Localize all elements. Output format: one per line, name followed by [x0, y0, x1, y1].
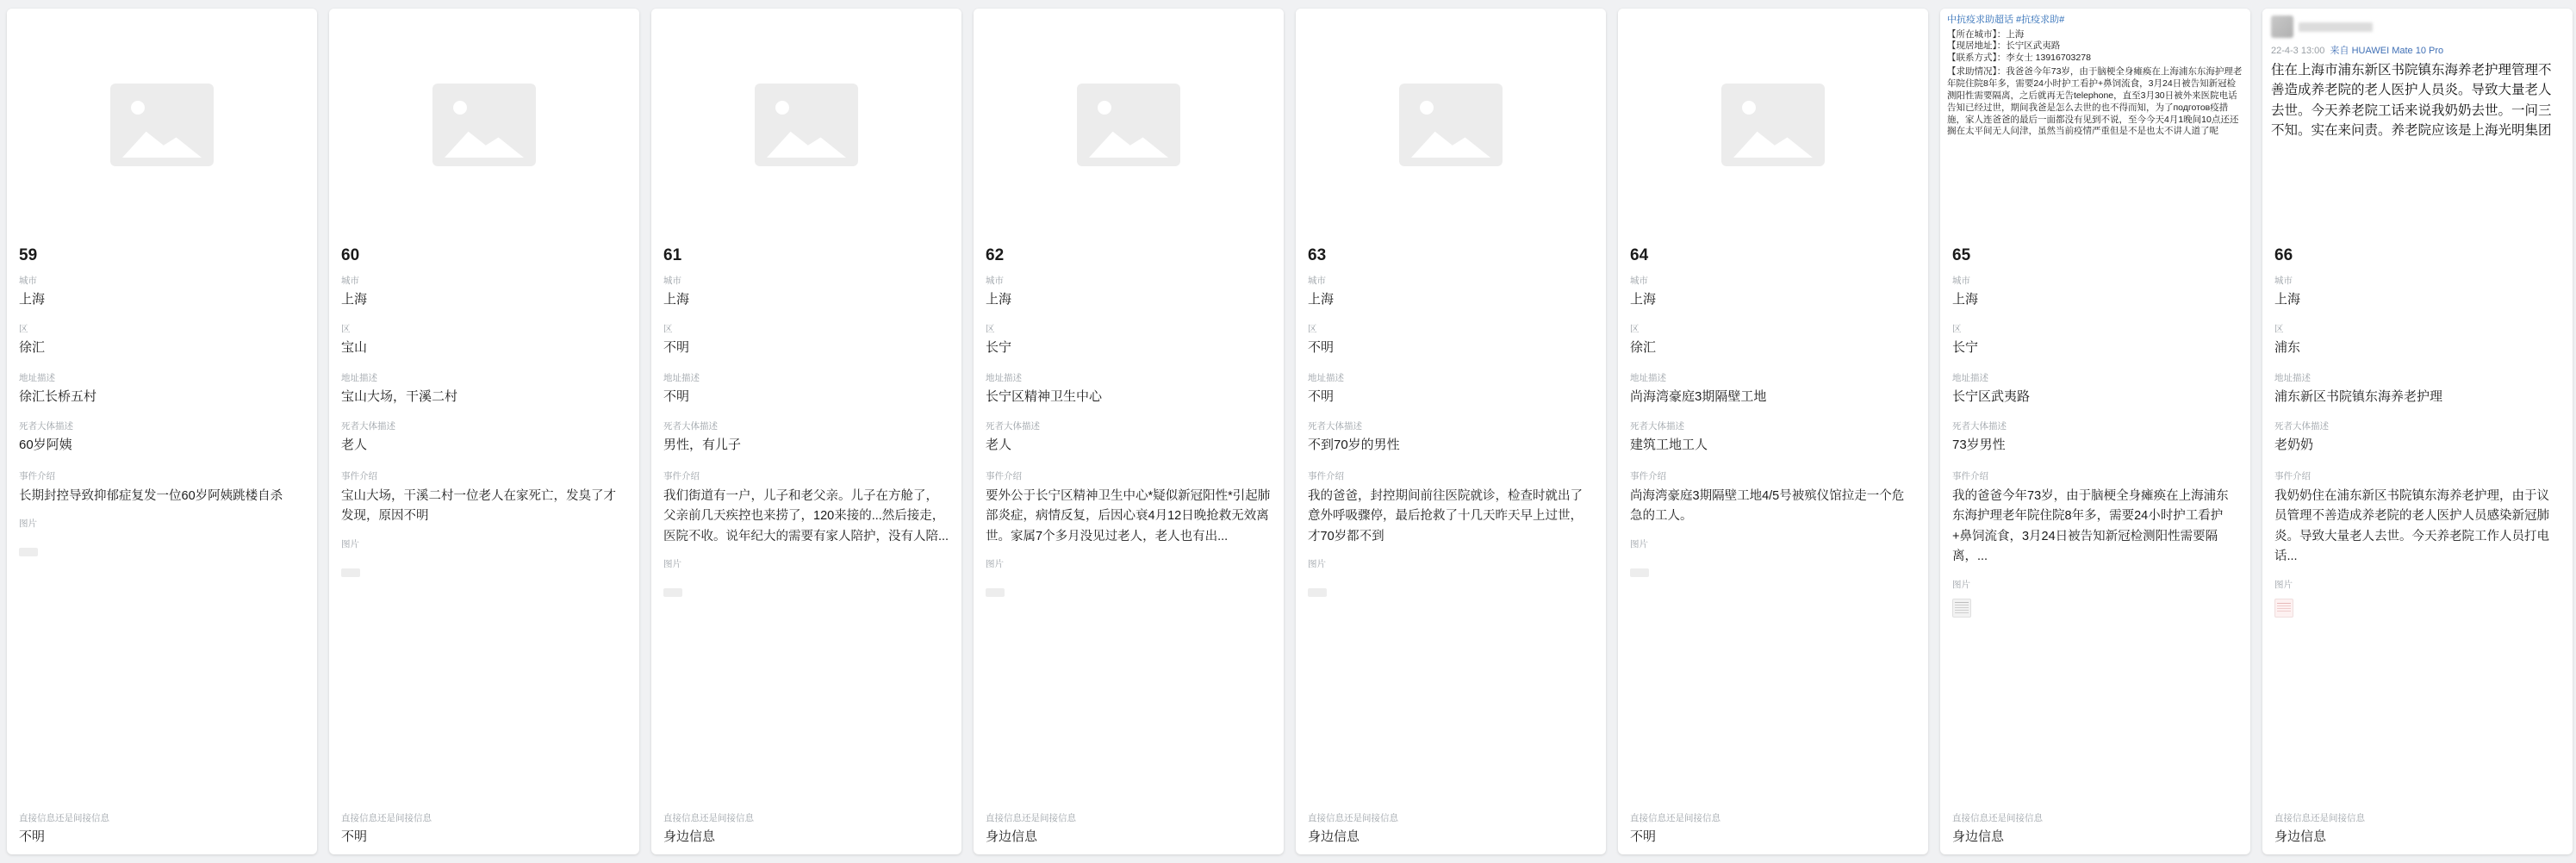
thumbnail-strip[interactable] — [986, 574, 1272, 597]
field-label-event-intro: 事件介绍 — [2274, 471, 2311, 481]
record-card[interactable] — [7, 9, 317, 854]
field-label-source: 直接信息还是间接信息 — [663, 812, 754, 823]
record-id: 66 — [2274, 246, 2293, 264]
source-field — [1308, 804, 1594, 846]
field-label-event-intro: 事件介绍 — [341, 471, 377, 481]
field-label-address: 地址描述 — [1952, 372, 1988, 383]
field-label-body-desc: 死者大体描述 — [1630, 420, 1684, 432]
field-value-address: 尚海湾豪庭3期隔壁工地 — [1630, 388, 1767, 404]
field-label-district: 区 — [986, 324, 995, 335]
weibo-body-text: 【求助情况】：我爸爸今年73岁，由于脑梗全身瘫痪在上海浦东东海护理老年院住院8年多，需要24小时护工看护+鼻饲流食，3月24日被告知新冠检测阳性需要隔离，之后就再无告telephone，直至3月30日被外来医院电话告知已经过世，期间我爸是怎么去世的也不得而知，为了подготов疫措施，家人连爸爸的最后一面都没有见到不说，至今今天4月1晚间10点还还搁在太平间无人问津，虽然当前疫情严重但是不是也太不讲人道了呢 — [1947, 66, 2243, 137]
weibo-post-image[interactable] — [2262, 9, 2573, 241]
card-media[interactable] — [329, 9, 639, 241]
field-value-district: 长宁 — [986, 340, 1012, 356]
record-card[interactable] — [1940, 9, 2250, 854]
field-label-city: 城市 — [341, 276, 359, 286]
event-intro-block — [341, 469, 627, 527]
weibo-post-meta — [2271, 43, 2564, 57]
field-label-district: 区 — [341, 324, 351, 335]
record-card[interactable] — [1296, 9, 1606, 854]
field-value-address: 徐汇长桥五村 — [19, 388, 97, 404]
field-label-address: 地址描述 — [2274, 372, 2311, 383]
thumbnail-empty[interactable] — [19, 548, 38, 556]
field-label-city: 城市 — [1952, 276, 1970, 286]
field-label-image: 图片 — [663, 559, 681, 570]
field-label-source: 直接信息还是间接信息 — [1308, 812, 1398, 823]
thumbnail-empty[interactable] — [1630, 568, 1649, 577]
field-value-city: 上海 — [1630, 292, 1657, 307]
field-value-district: 徐汇 — [1630, 340, 1657, 356]
field-label-body-desc: 死者大体描述 — [341, 420, 395, 432]
record-id: 63 — [1308, 246, 1327, 264]
image-placeholder-icon — [110, 84, 214, 166]
field-label-event-intro: 事件介绍 — [1308, 471, 1344, 481]
thumbnail-document[interactable] — [1952, 599, 1971, 618]
field-label-address: 地址描述 — [19, 372, 55, 383]
card-media[interactable] — [651, 9, 961, 241]
source-field — [341, 804, 627, 846]
card-body — [651, 241, 961, 854]
field-value-event-intro: 我们街道有一户，儿子和老父亲。儿子在方舱了，父亲前几天疾控也来捞了，120来接的...然后接走，医院不收。说年纪大的需要有家人陪护，没有人陪... — [663, 489, 949, 543]
image-field — [19, 517, 305, 556]
weibo-topic-title: 中抗疫求助超话 #抗疫求助# — [1947, 15, 2065, 25]
thumbnail-strip[interactable] — [2274, 595, 2560, 618]
field-value-body-desc: 60岁阿姨 — [19, 437, 72, 452]
field-label-body-desc: 死者大体描述 — [2274, 420, 2329, 432]
record-card[interactable] — [329, 9, 639, 854]
field-label-address: 地址描述 — [1630, 372, 1666, 383]
card-body — [1296, 241, 1606, 854]
field-label-body-desc: 死者大体描述 — [1952, 420, 2007, 432]
field-label-source: 直接信息还是间接信息 — [341, 812, 432, 823]
event-intro-block — [1308, 469, 1594, 547]
record-id: 61 — [663, 246, 682, 264]
card-media[interactable] — [1618, 9, 1928, 241]
field-label-body-desc: 死者大体描述 — [986, 420, 1040, 432]
card-media[interactable] — [1940, 9, 2250, 241]
field-value-city: 上海 — [341, 292, 368, 307]
field-label-city: 城市 — [1630, 276, 1648, 286]
record-id: 60 — [341, 246, 360, 264]
weibo-username-redacted — [2299, 22, 2373, 32]
field-value-event-intro: 我的爸爸今年73岁，由于脑梗全身瘫痪在上海浦东东海护理老年院住院8年多，需要24小时护工看护+鼻饲流食，3月24日被告知新冠检测阳性需要隔离，... — [1952, 489, 2229, 564]
field-value-event-intro: 宝山大场，干溪二村一位老人在家死亡，发臭了才发现，原因不明 — [341, 489, 616, 524]
weibo-screenshot-image[interactable] — [1940, 9, 2250, 241]
field-label-image: 图片 — [2274, 579, 2293, 590]
field-label-district: 区 — [2274, 324, 2284, 335]
field-label-event-intro: 事件介绍 — [19, 471, 55, 481]
field-value-body-desc: 建筑工地工人 — [1630, 437, 1708, 452]
record-card[interactable] — [2262, 9, 2573, 854]
event-intro-block — [663, 469, 949, 547]
field-label-address: 地址描述 — [1308, 372, 1344, 383]
card-body — [974, 241, 1284, 854]
field-value-address: 长宁区精神卫生中心 — [986, 388, 1103, 404]
card-media[interactable] — [1296, 9, 1606, 241]
field-label-address: 地址描述 — [663, 372, 700, 383]
field-value-address: 不明 — [1308, 388, 1335, 404]
field-value-district: 浦东 — [2274, 340, 2301, 356]
field-value-district: 不明 — [663, 340, 690, 356]
field-value-district: 长宁 — [1952, 340, 1979, 356]
field-label-district: 区 — [1630, 324, 1640, 335]
source-field — [19, 804, 305, 846]
field-label-image: 图片 — [341, 538, 359, 549]
thumbnail-strip[interactable] — [1630, 555, 1916, 577]
weibo-post-text: 住在上海市浦东新区书院镇东海养老护理管理不善造成养老院的老人医护人员炎。导致大量老人去世。今天养老院工话来说我奶奶去世。一问三不知。实在来问责。养老院应该是上海光明集团 — [2271, 63, 2552, 138]
card-body — [2262, 241, 2573, 854]
event-intro-block — [1952, 469, 2238, 568]
field-value-event-intro: 尚海湾豪庭3期隔壁工地4/5号被殡仪馆拉走一个危急的工人。 — [1630, 489, 1905, 524]
field-label-source: 直接信息还是间接信息 — [1952, 812, 2043, 823]
field-value-city: 上海 — [19, 292, 46, 307]
record-card[interactable] — [1618, 9, 1928, 854]
field-value-address: 浦东新区书院镇东海养老护理 — [2274, 388, 2443, 404]
thumbnail-strip[interactable] — [1308, 574, 1594, 597]
field-label-district: 区 — [19, 324, 28, 335]
field-label-district: 区 — [663, 324, 673, 335]
thumbnail-document[interactable] — [2274, 599, 2293, 618]
image-field — [2274, 578, 2560, 618]
field-label-image: 图片 — [986, 559, 1004, 570]
thumbnail-empty[interactable] — [663, 588, 682, 597]
card-body — [1618, 241, 1928, 854]
field-label-city: 城市 — [2274, 276, 2293, 286]
field-label-body-desc: 死者大体描述 — [663, 420, 718, 432]
field-value-district: 宝山 — [341, 340, 368, 356]
card-body — [329, 241, 639, 854]
field-value-source: 不明 — [19, 829, 46, 844]
field-value-source: 身边信息 — [1952, 829, 2005, 844]
image-field — [663, 557, 949, 597]
source-field — [1952, 804, 2238, 846]
field-value-body-desc: 男性，有儿子 — [663, 437, 742, 452]
field-value-district: 徐汇 — [19, 340, 46, 356]
weibo-line-2: 【现居地址】：长宁区武夷路 — [1947, 40, 2061, 52]
field-label-image: 图片 — [1630, 538, 1648, 549]
field-value-city: 上海 — [2274, 292, 2301, 307]
field-value-city: 上海 — [1308, 292, 1335, 307]
card-media[interactable] — [7, 9, 317, 241]
field-value-district: 不明 — [1308, 340, 1335, 356]
field-value-event-intro: 我奶奶住在浦东新区书院镇东海养老护理，由于议员管理不善造成养老院的老人医护人员感染新冠肺炎。导致大量老人去世。今天养老院工作人员打电话... — [2274, 489, 2549, 564]
record-id: 62 — [986, 246, 1005, 264]
field-value-source: 身边信息 — [2274, 829, 2327, 844]
image-placeholder-icon — [755, 84, 858, 166]
field-label-image: 图片 — [19, 518, 37, 530]
field-value-address: 不明 — [663, 388, 690, 404]
field-label-source: 直接信息还是间接信息 — [19, 812, 109, 823]
field-label-body-desc: 死者大体描述 — [1308, 420, 1362, 432]
record-card[interactable] — [974, 9, 1284, 854]
field-value-source: 不明 — [1630, 829, 1657, 844]
field-label-address: 地址描述 — [986, 372, 1022, 383]
image-placeholder-icon — [1077, 84, 1180, 166]
field-label-source: 直接信息还是间接信息 — [2274, 812, 2365, 823]
field-value-body-desc: 老奶奶 — [2274, 437, 2314, 452]
field-label-district: 区 — [1308, 324, 1317, 335]
card-media[interactable] — [2262, 9, 2573, 241]
field-value-body-desc: 不到70岁的男性 — [1308, 437, 1400, 452]
thumbnail-strip[interactable] — [341, 555, 627, 577]
image-placeholder-icon — [1721, 84, 1825, 166]
event-intro-block — [1630, 469, 1916, 527]
field-value-address: 长宁区武夷路 — [1952, 388, 2031, 404]
event-intro-block — [19, 469, 305, 506]
avatar — [2271, 16, 2293, 38]
image-field — [1952, 578, 2238, 618]
field-label-city: 城市 — [986, 276, 1004, 286]
field-label-source: 直接信息还是间接信息 — [1630, 812, 1720, 823]
field-label-body-desc: 死者大体描述 — [19, 420, 73, 432]
weibo-line-3: 【联系方式】：李女士 13916703278 — [1947, 53, 2091, 64]
field-label-event-intro: 事件介绍 — [663, 471, 700, 481]
thumbnail-strip[interactable] — [1952, 595, 2238, 618]
field-value-address: 宝山大场，干溪二村 — [341, 388, 458, 404]
weibo-post-source: 来自 HUAWEI Mate 10 Pro — [2330, 46, 2444, 56]
field-label-image: 图片 — [1952, 579, 1970, 590]
weibo-line-1: 【所在城市】：上海 — [1947, 28, 2025, 40]
field-value-city: 上海 — [663, 292, 690, 307]
image-field — [1308, 557, 1594, 597]
field-value-source: 身边信息 — [1308, 829, 1360, 844]
field-value-source: 身边信息 — [986, 829, 1038, 844]
thumbnail-strip[interactable] — [19, 534, 305, 556]
field-label-city: 城市 — [19, 276, 37, 286]
field-label-event-intro: 事件介绍 — [1952, 471, 1988, 481]
field-value-body-desc: 老人 — [986, 437, 1012, 452]
record-id: 64 — [1630, 246, 1649, 264]
source-field — [663, 804, 949, 846]
field-label-source: 直接信息还是间接信息 — [986, 812, 1076, 823]
field-value-city: 上海 — [986, 292, 1012, 307]
thumbnail-strip[interactable] — [663, 574, 949, 597]
field-label-image: 图片 — [1308, 559, 1326, 570]
field-label-city: 城市 — [663, 276, 681, 286]
weibo-post-time: 22-4-3 13:00 — [2271, 46, 2325, 56]
field-value-source: 不明 — [341, 829, 368, 844]
record-id: 59 — [19, 246, 38, 264]
field-label-district: 区 — [1952, 324, 1962, 335]
field-value-body-desc: 73岁男性 — [1952, 437, 2006, 452]
thumbnail-empty[interactable] — [341, 568, 360, 577]
image-placeholder-icon — [432, 84, 536, 166]
card-body — [1940, 241, 2250, 854]
field-value-city: 上海 — [1952, 292, 1979, 307]
image-field — [986, 557, 1272, 597]
field-value-event-intro: 长期封控导致抑郁症复发一位60岁阿姨跳楼自杀 — [19, 489, 283, 503]
field-value-source: 身边信息 — [663, 829, 716, 844]
event-intro-block — [2274, 469, 2560, 568]
thumbnail-empty[interactable] — [1308, 588, 1327, 597]
field-label-event-intro: 事件介绍 — [986, 471, 1022, 481]
field-label-address: 地址描述 — [341, 372, 377, 383]
field-label-city: 城市 — [1308, 276, 1326, 286]
image-field — [1630, 537, 1916, 577]
field-value-event-intro: 我的爸爸，封控期间前往医院就诊，检查时就出了意外呼吸骤停，最后抢救了十几天昨天早上过世，才70岁都不到 — [1308, 489, 1583, 543]
field-value-event-intro: 要外公于长宁区精神卫生中心*疑似新冠阳性*引起肺部炎症，病情反复，后因心衰4月12日晚抢救无效离世。家属7个多月没见过老人，老人也有出... — [986, 489, 1271, 543]
weibo-post-header — [2271, 16, 2564, 38]
field-label-event-intro: 事件介绍 — [1630, 471, 1666, 481]
source-field — [1630, 804, 1916, 846]
field-value-body-desc: 老人 — [341, 437, 368, 452]
thumbnail-empty[interactable] — [986, 588, 1005, 597]
image-placeholder-icon — [1399, 84, 1503, 166]
source-field — [2274, 804, 2560, 846]
source-field — [986, 804, 1272, 846]
image-field — [341, 537, 627, 577]
card-media[interactable] — [974, 9, 1284, 241]
event-intro-block — [986, 469, 1272, 547]
record-card[interactable] — [651, 9, 961, 854]
record-id: 65 — [1952, 246, 1971, 264]
card-body — [7, 241, 317, 854]
